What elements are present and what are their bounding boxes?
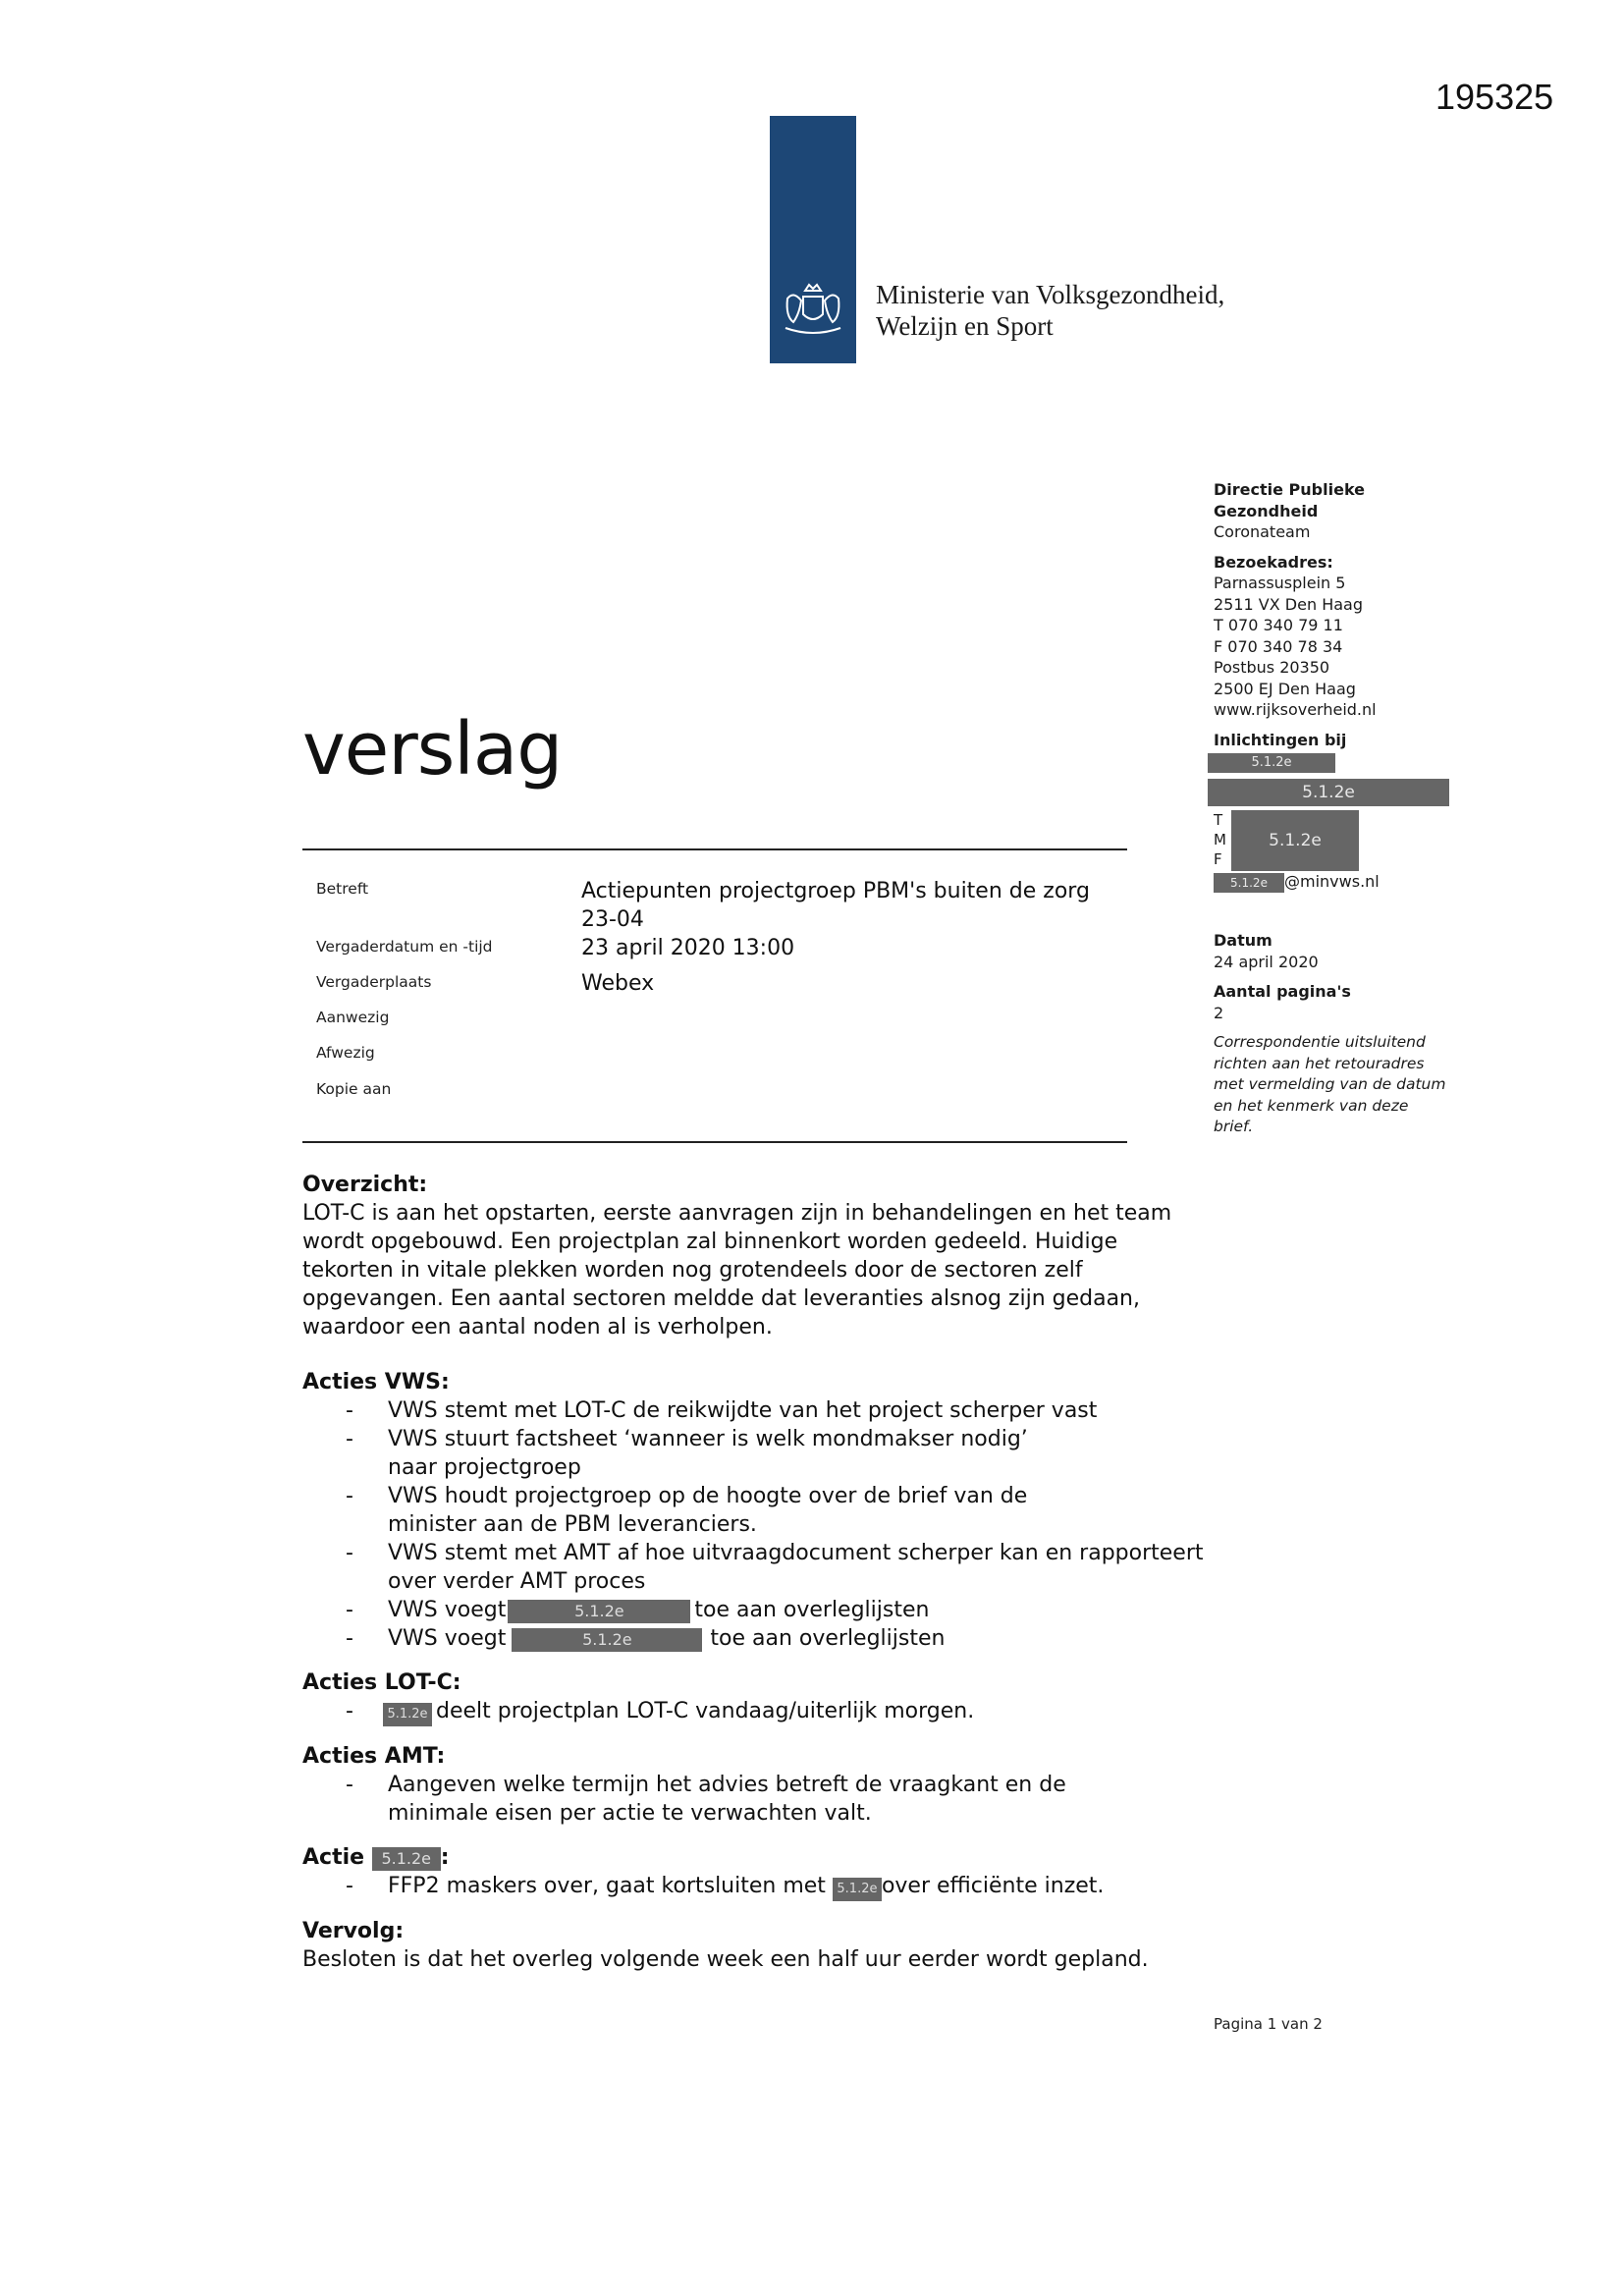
list-item: - VWS stemt met AMT af hoe uitvraagdocument scherper kan en rapporteert over verder AMT proces [346,1541,1204,1594]
address-line: Postbus 20350 [1214,658,1330,677]
place-value: Webex [581,971,655,996]
top-divider [302,848,1127,850]
overview-heading: Overzicht: [302,1173,428,1197]
datetime-value: 23 april 2020 13:00 [581,936,795,960]
subject-value-line2: 23-04 [581,907,644,932]
list-item: - VWS stemt met LOT-C de reikwijdte van het project scherper vast [346,1398,1098,1423]
address-line: F 070 340 78 34 [1214,636,1343,656]
ministry-name [876,279,1224,342]
correspondence-note-line: Correspondentie uitsluitend [1214,1033,1426,1051]
actions-vws-list [302,1396,1204,1653]
ministry-name-line2: Welzijn en Sport [876,311,1054,341]
subject-value-line1: Actiepunten projectgroep PBM's buiten de zorg [581,879,1090,903]
list-item: - VWS stuurt factsheet ‘wanneer is welk mondmakser nodig’ naar projectgroep [346,1427,1028,1480]
absent-label: Afwezig [316,1044,375,1062]
contact-label-m: M [1214,831,1226,848]
subject-value [581,877,1131,934]
contact-label-f: F [1214,850,1222,868]
actions-vws-heading: Acties VWS: [302,1370,450,1394]
correspondence-note-line: brief. [1214,1118,1254,1135]
pages-heading: Aantal pagina's [1214,982,1351,1001]
contact-label-t: T [1214,811,1223,829]
directorate-line1: Directie Publieke [1214,480,1365,499]
place-label: Vergaderplaats [316,973,432,991]
copy-label: Kopie aan [316,1080,392,1098]
actions-lotc-list [302,1697,1216,1726]
overview-line: waardoor een aantal noden al is verholpen. [302,1315,773,1339]
date-value: 24 april 2020 [1214,952,1319,971]
overview-line: LOT-C is aan het opstarten, eerste aanvragen zijn in behandelingen en het team [302,1201,1172,1226]
directorate-line2: Gezondheid [1214,501,1319,520]
website-link[interactable]: www.rijksoverheid.nl [1214,700,1377,719]
actions-amt-list [302,1771,1127,1828]
document-number: 195325 [1435,77,1554,117]
redaction-block: 5.1.2e [1208,779,1449,806]
datetime-label: Vergaderdatum en -tijd [316,938,493,956]
pages-value: 2 [1214,1003,1224,1022]
redaction-block: 5.1.2e [1231,810,1359,871]
actions-amt-heading: Acties AMT: [302,1744,446,1769]
address-line: 2511 VX Den Haag [1214,594,1363,614]
list-item: - VWS houdt projectgroep op de hoogte over de brief van de minister aan de PBM leveranciers. [346,1484,1028,1537]
list-item: - VWS voegt 5.1.2e toe aan overleglijsten [346,1598,930,1622]
email-suffix: @minvws.nl [1284,872,1380,891]
redaction-block: 5.1.2e [383,1703,432,1726]
overview-line: wordt opgebouwd. Een projectplan zal binnenkort worden gedeeld. Huidige [302,1230,1118,1254]
address-line: 2500 EJ Den Haag [1214,679,1356,698]
team-name: Coronateam [1214,522,1311,541]
subject-label: Betreft [316,880,369,898]
page-indicator: Pagina 1 van 2 [1214,2015,1323,2033]
followup-text: Besloten is dat het overleg volgende week een half uur eerder wordt gepland. [302,1947,1149,1972]
redaction-block: 5.1.2e [508,1600,690,1623]
coat-of-arms-icon [776,275,850,344]
followup-heading: Vervolg: [302,1919,405,1943]
overview-line: opgevangen. Een aantal sectoren meldde dat leveranties alsnog zijn gedaan, [302,1286,1140,1311]
list-item: - VWS voegt 5.1.2e toe aan overleglijsten [346,1626,946,1651]
sender-info-sidebar [1214,479,1469,1138]
bottom-divider [302,1141,1127,1143]
correspondence-note-line: met vermelding van de datum [1214,1075,1446,1093]
list-item: - 5.1.2e deelt projectplan LOT-C vandaag/uiterlijk morgen. [302,1697,1216,1726]
ministry-name-line1: Ministerie van Volksgezondheid, [876,280,1225,309]
overview-line: tekorten in vitale plekken worden nog grotendeels door de sectoren zelf [302,1258,1083,1283]
redaction-block: 5.1.2e [1214,873,1284,893]
info-heading: Inlichtingen bij [1214,730,1347,749]
action-person-heading: Actie 5.1.2e : [302,1845,450,1870]
address-line: Parnassusplein 5 [1214,574,1346,592]
document-title: verslag [302,707,563,792]
date-heading: Datum [1214,931,1272,950]
redaction-block: 5.1.2e [512,1628,702,1652]
correspondence-note-line: en het kenmerk van deze [1214,1096,1409,1115]
present-label: Aanwezig [316,1009,390,1026]
list-item: - FFP2 maskers over, gaat kortsluiten met 5.1.2e over efficiënte inzet. [302,1872,1216,1901]
action-person-list [302,1872,1216,1901]
redaction-block: 5.1.2e [372,1847,441,1871]
visit-address-heading: Bezoekadres: [1214,552,1333,572]
document-body [302,1171,1216,1974]
list-item: - Aangeven welke termijn het advies betreft de vraagkant en de minimale eisen per actie te verwachten valt. [346,1773,1066,1826]
actions-lotc-heading: Acties LOT-C: [302,1670,461,1695]
redaction-block: 5.1.2e [1208,753,1335,773]
address-line: T 070 340 79 11 [1214,616,1343,634]
redaction-block: 5.1.2e [833,1878,882,1901]
correspondence-note-line: richten aan het retouradres [1214,1054,1425,1072]
